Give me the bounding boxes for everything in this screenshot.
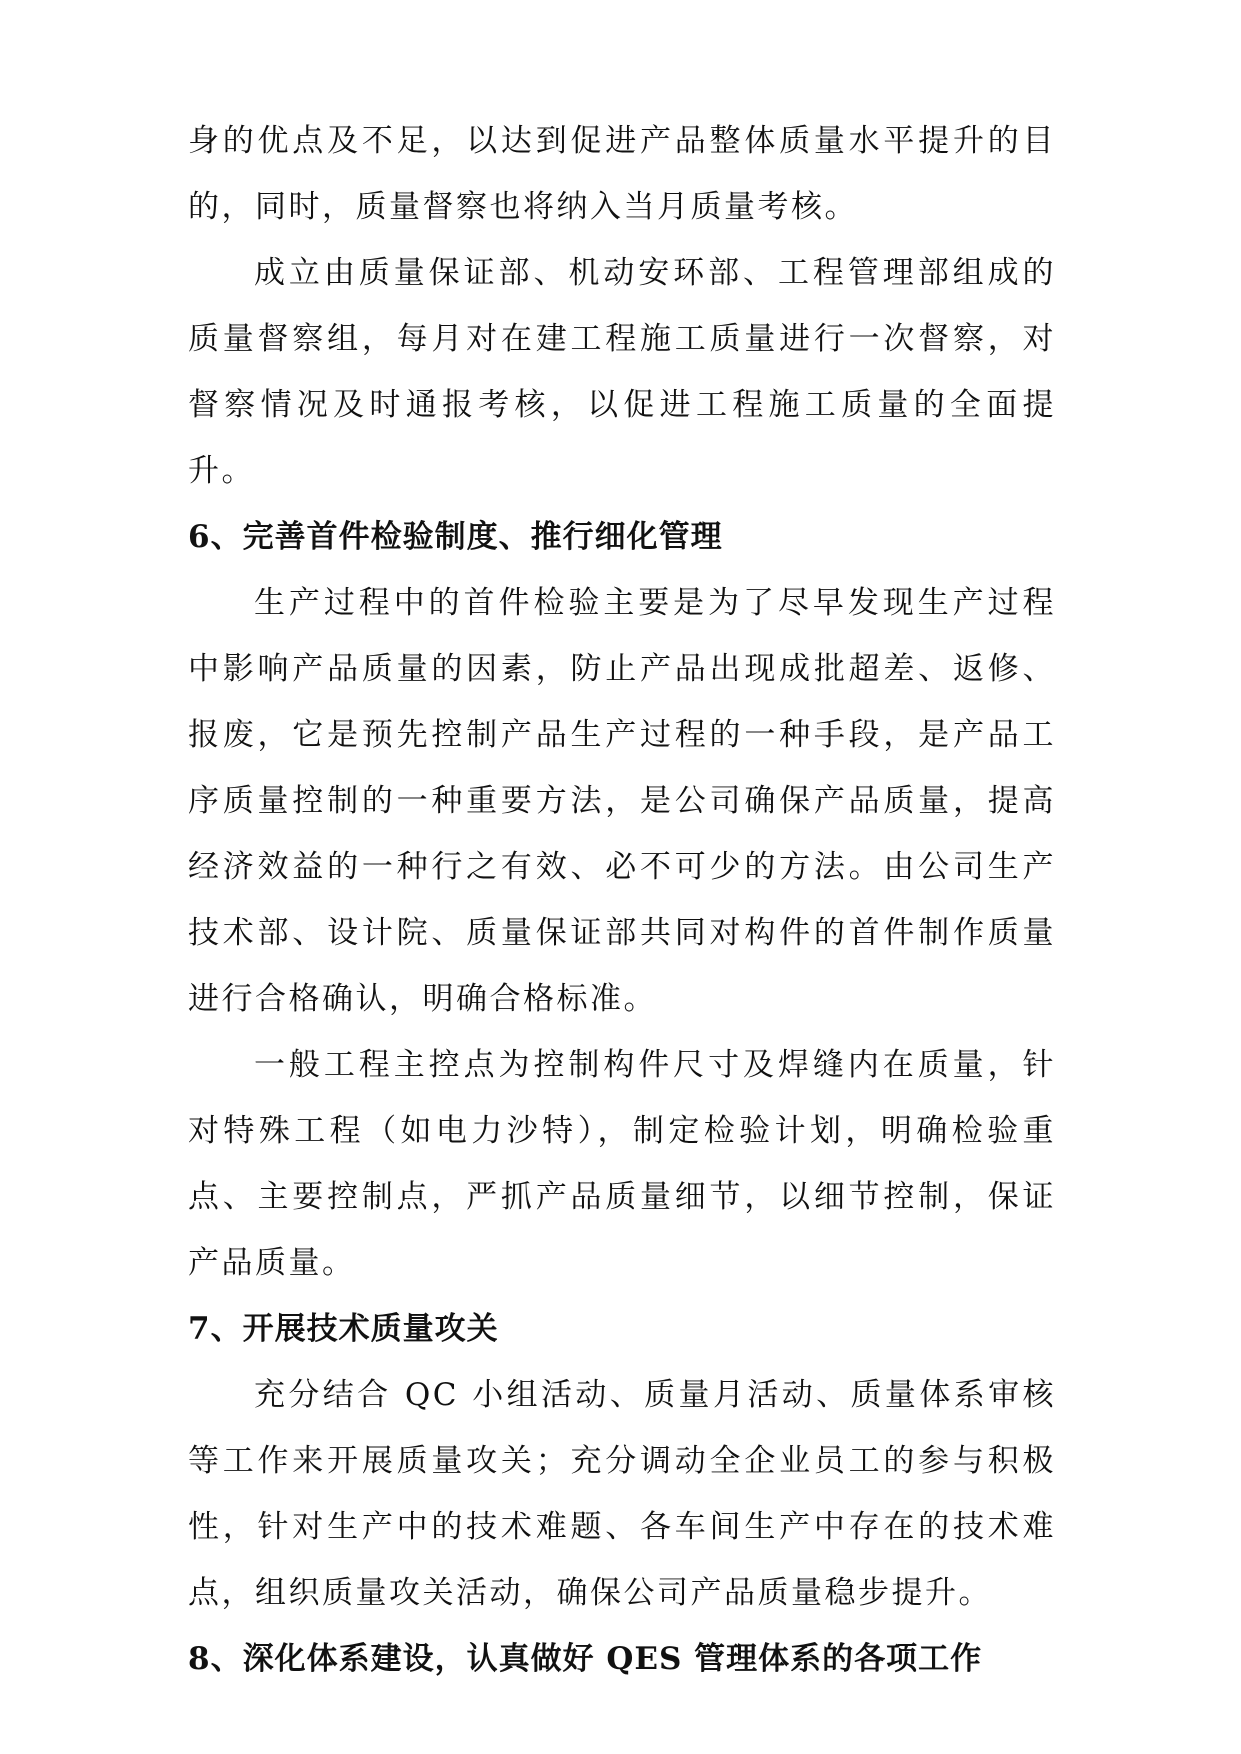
- document-body: [188, 108, 1056, 1692]
- paragraph-control-points: 一般工程主控点为控制构件尺寸及焊缝内在质量，针对特殊工程（如电力沙特），制定检验计划，明确检验重点、主要控制点，严抓产品质量细节，以细节控制，保证产品质量。: [188, 1047, 1056, 1281]
- paragraph-supervision-group: 成立由质量保证部、机动安环部、工程管理部组成的质量督察组，每月对在建工程施工质量进行一次督察，对督察情况及时通报考核，以促进工程施工质量的全面提升。: [188, 255, 1056, 489]
- paragraph-quality-tackling: 充分结合 QC 小组活动、质量月活动、质量体系审核等工作来开展质量攻关；充分调动全企业员工的参与积极性，针对生产中的技术难题、各车间生产中存在的技术难点，组织质量攻关活动，确保公司产品质量稳步提升。: [188, 1377, 1056, 1611]
- section-heading-6: 6、完善首件检验制度、推行细化管理: [188, 519, 723, 555]
- section-heading-7: 7、开展技术质量攻关: [188, 1311, 499, 1347]
- paragraph-continued: 身的优点及不足，以达到促进产品整体质量水平提升的目的，同时，质量督察也将纳入当月质量考核。: [188, 123, 1056, 225]
- paragraph-first-article-inspection: 生产过程中的首件检验主要是为了尽早发现生产过程中影响产品质量的因素，防止产品出现成批超差、返修、报废，它是预先控制产品生产过程的一种手段，是产品工序质量控制的一种重要方法，是公司确保产品质量，提高经济效益的一种行之有效、必不可少的方法。由公司生产技术部、设计院、质量保证部共同对构件的首件制作质量进行合格确认，明确合格标准。: [188, 585, 1056, 1017]
- section-heading-8: 8、深化体系建设，认真做好 QES 管理体系的各项工作: [188, 1641, 983, 1677]
